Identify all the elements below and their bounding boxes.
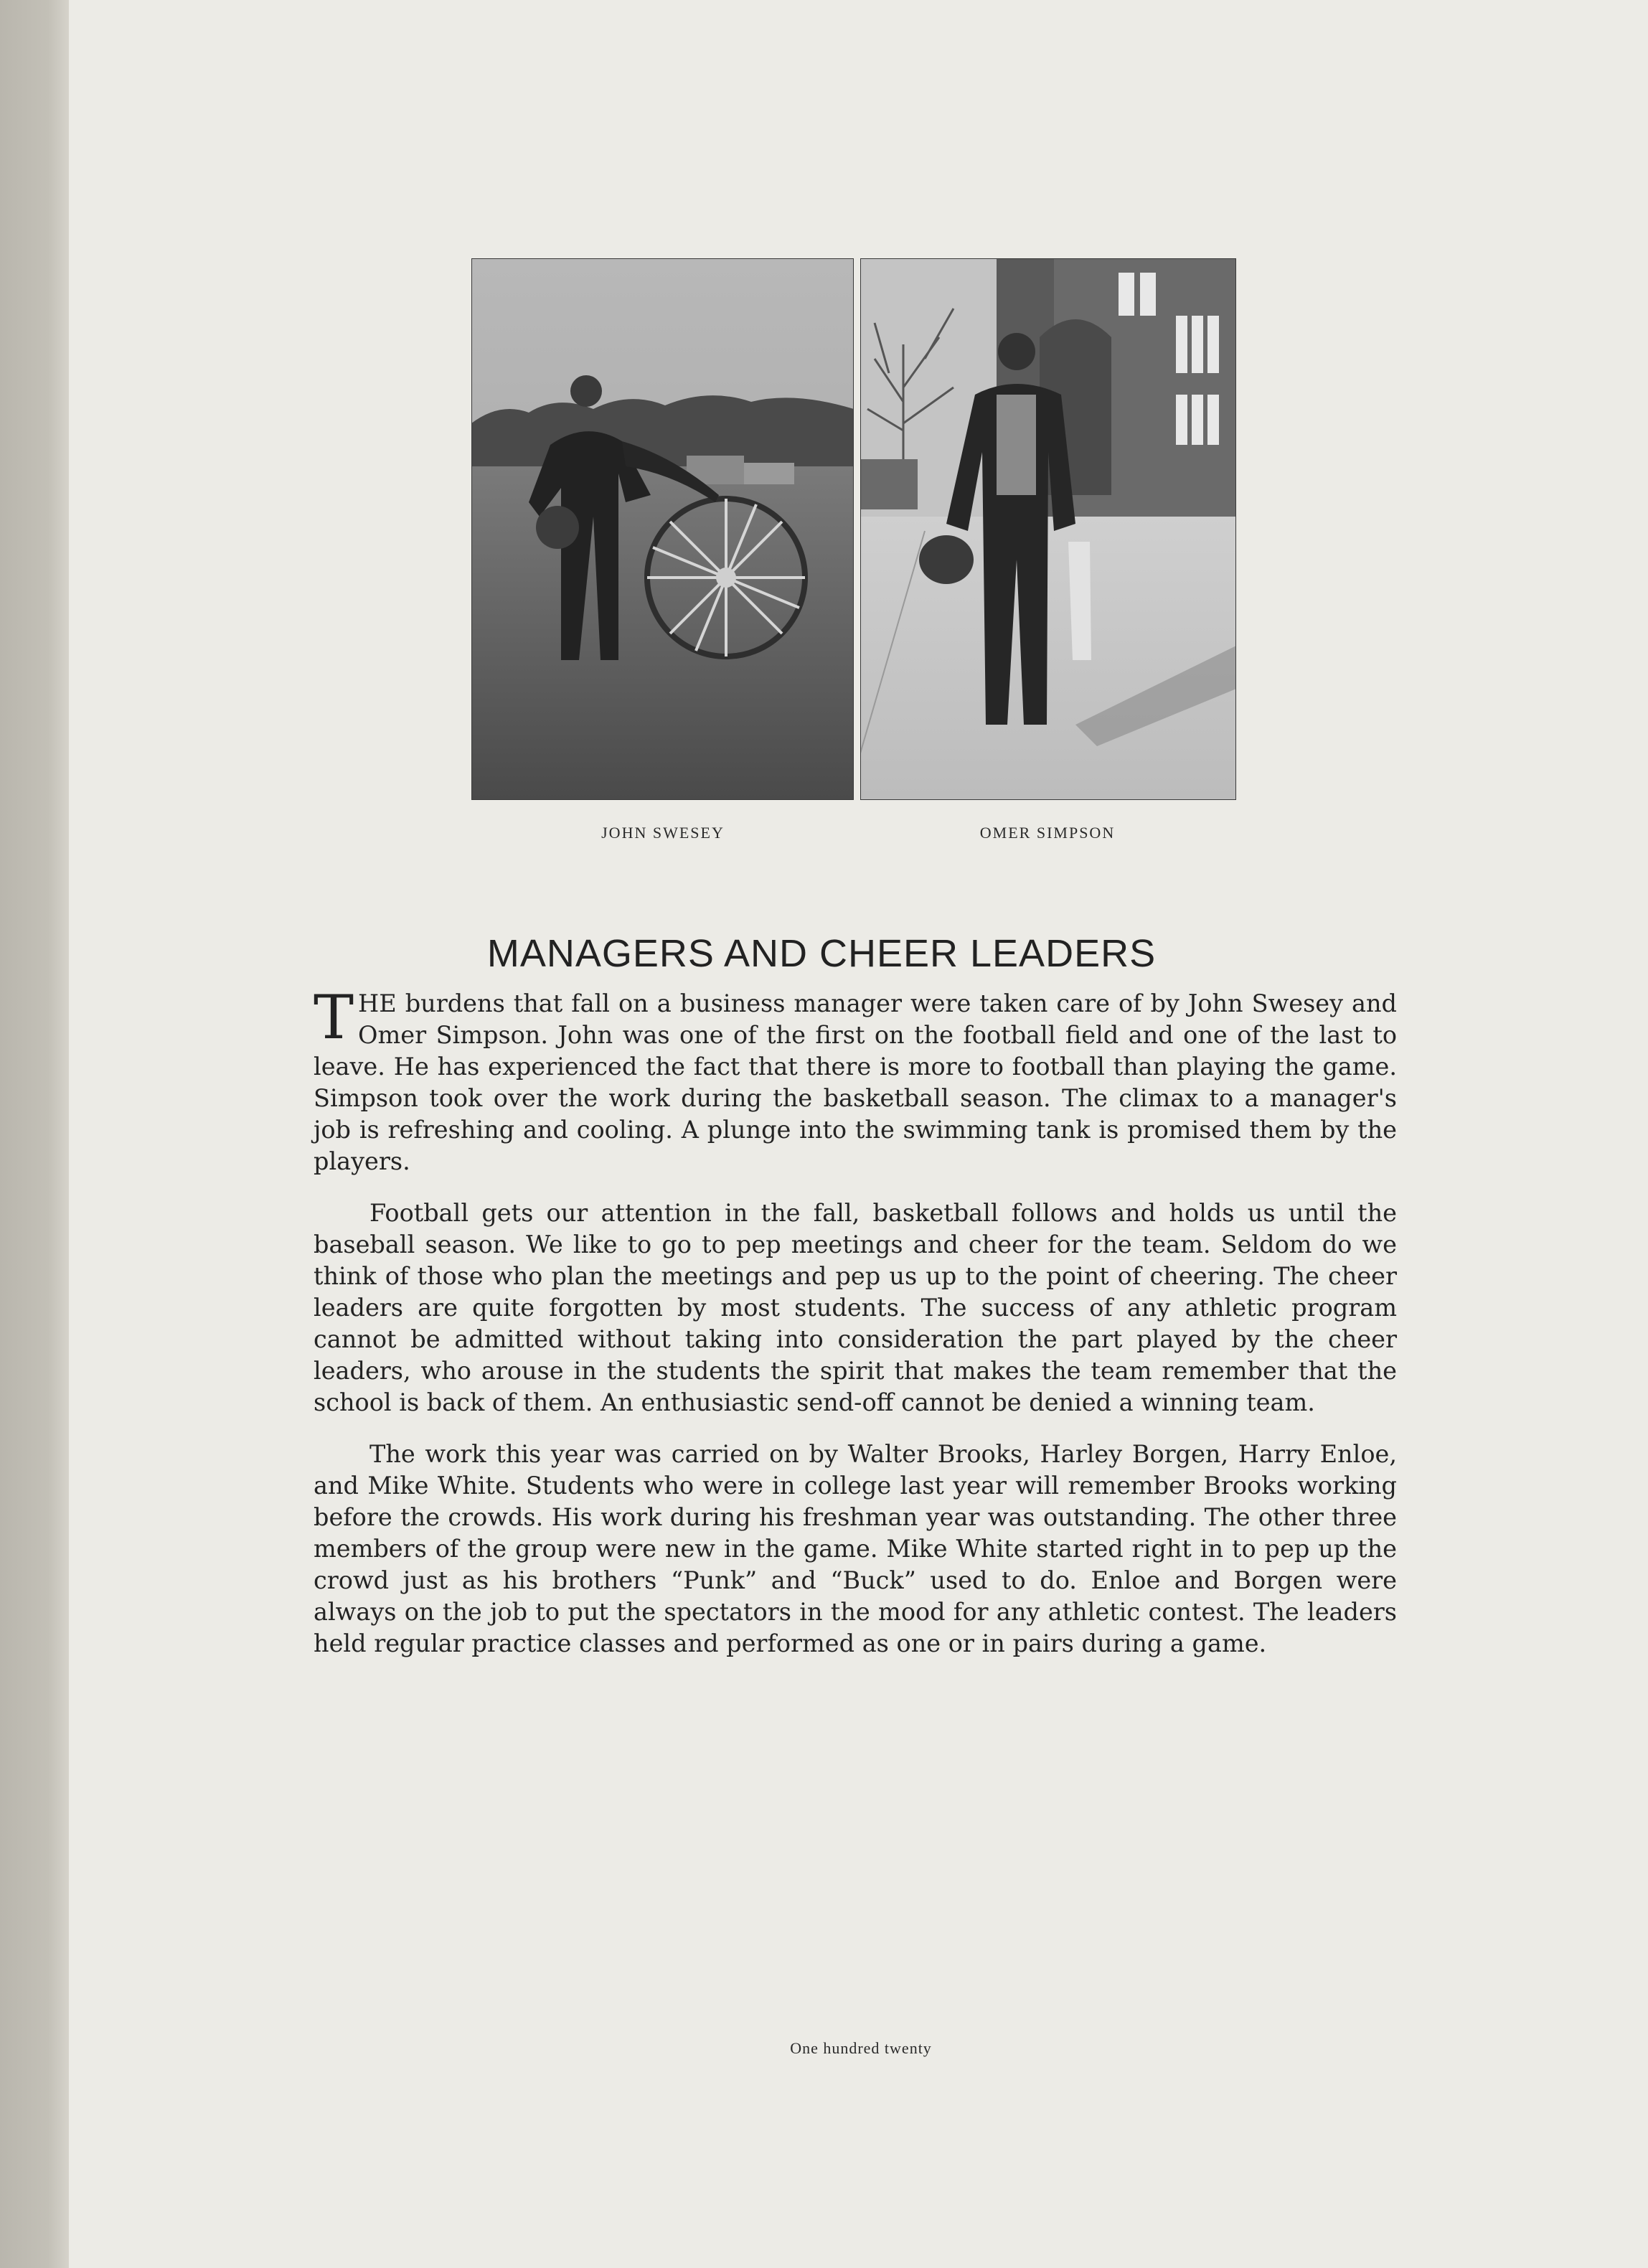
caption-omer-simpson: OMER SIMPSON xyxy=(979,824,1116,842)
drop-cap: T xyxy=(314,982,354,1053)
photo-john-swesey-image xyxy=(471,258,854,800)
page-number: One hundred twenty xyxy=(790,2039,932,2057)
paragraph-managers xyxy=(314,982,1397,1177)
paragraph-leaders-this-year: The work this year was carried on by Walter Brooks, Harley Borgen, Harry Enloe, and Mike White. Students who were in college last year will remember Brooks working before the crowds. His work during his freshman year was outstanding. The other three members of the group were new in the game. Mike White started right in to pep up the crowd just as his brothers “Punk” and “Buck” used to do. Enloe and Borgen were always on the job to put the spectators in the mood for any athletic contest. The leaders held regular practice classes and performed as one or in pairs during a game. xyxy=(314,1440,1397,1657)
photo-omer-simpson xyxy=(860,258,1236,800)
article-body xyxy=(314,982,1397,1680)
page-title: MANAGERS AND CHEER LEADERS xyxy=(486,932,1157,976)
paragraph-cheer-leaders: Football gets our attention in the fall, basketball follows and holds us until the baseball season. We like to go to pep meetings and cheer for the team. Seldom do we think of those who plan the meetings and pep us up to the point of cheering. The cheer leaders are quite forgotten by most students. The success of any athletic program cannot be admitted without taking into consideration the part played by the cheer leaders, who arouse in the students the spirit that makes the team remember that the school is back of them. An enthusiastic send-off cannot be denied a winning team. xyxy=(314,1199,1397,1416)
photo-omer-simpson-image xyxy=(860,258,1236,800)
photo-john-swesey xyxy=(471,258,854,800)
binding-strip xyxy=(0,0,69,2268)
paragraph-managers-text: HE burdens that fall on a business manager were taken care of by John Swesey and Omer Simpson. John was one of the first on the football field and one of the last to leave. He has experienced the fact that there is more to football than playing the game. Simpson took over the work during the basketball season. The climax to a manager's job is refreshing and cooling. A plunge into the swimming tank is promised them by the players. xyxy=(314,989,1397,1175)
caption-john-swesey: JOHN SWESEY xyxy=(601,824,725,842)
